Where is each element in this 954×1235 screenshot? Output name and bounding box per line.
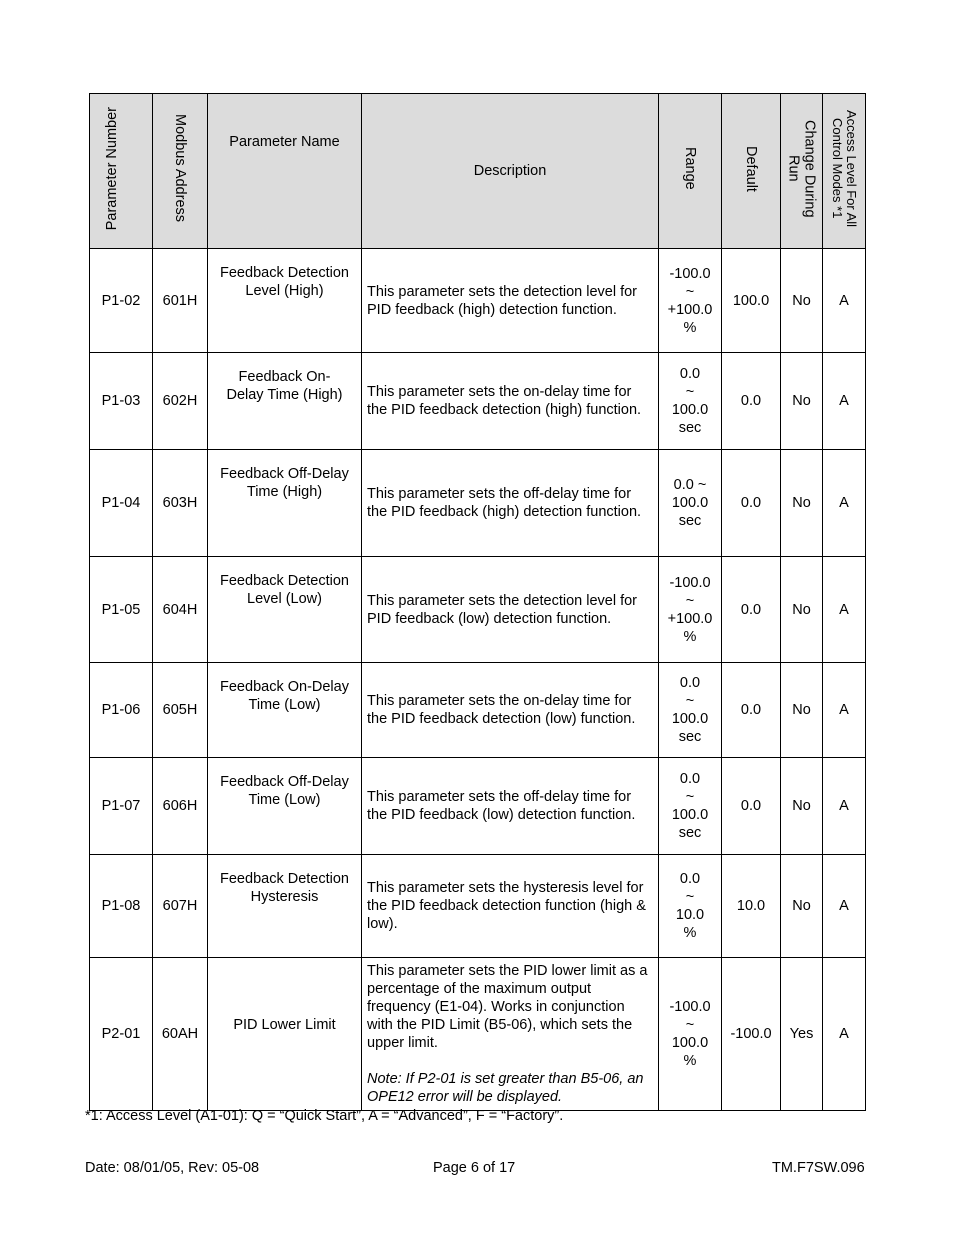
access-level-cell-text: A	[839, 798, 849, 814]
default-cell	[722, 958, 781, 1111]
modbus-address-cell-text: 605H	[162, 702, 198, 718]
parameter-number-cell-text: P1-03	[101, 393, 141, 409]
default-cell	[722, 557, 781, 663]
change-during-run-cell	[781, 450, 823, 557]
header-description: Description	[362, 94, 659, 249]
parameter-name-cell-text: Feedback Detection Level (High)	[220, 265, 349, 299]
access-level-cell	[823, 663, 866, 758]
parameter-number-cell	[90, 249, 153, 353]
parameter-number-cell-text: P1-06	[101, 702, 141, 718]
default-cell-text: 100.0	[732, 292, 770, 309]
modbus-address-cell-text: 606H	[162, 798, 198, 814]
change-during-run-cell-text: No	[792, 495, 811, 511]
modbus-address-cell	[153, 758, 208, 855]
access-level-cell-text: A	[839, 601, 849, 618]
range-cell	[659, 855, 722, 958]
parameter-number-cell-text: P1-07	[101, 798, 141, 814]
range-cell-text: 0.0 ~ 100.0 sec	[671, 366, 709, 436]
parameter-name-cell-text: Feedback Off-Delay Time (High)	[220, 466, 349, 500]
parameter-number-cell	[90, 450, 153, 557]
description-cell	[362, 353, 659, 450]
range-cell-text: -100.0 ~ 100.0 %	[669, 999, 711, 1069]
range-cell	[659, 958, 722, 1111]
description-cell	[362, 958, 659, 1111]
parameter-number-cell-text: P1-04	[101, 495, 141, 511]
access-level-cell	[823, 557, 866, 663]
default-cell	[722, 450, 781, 557]
modbus-address-cell	[153, 353, 208, 450]
header-default: Default	[722, 94, 781, 249]
change-during-run-cell-text: No	[792, 898, 811, 914]
parameter-name-cell-text: Feedback On-Delay Time (Low)	[220, 679, 349, 713]
range-cell-text: 0.0 ~ 100.0 sec	[671, 675, 709, 745]
header-range: Range	[659, 94, 722, 249]
default-cell-text: -100.0	[730, 1026, 772, 1042]
default-cell-text: 0.0	[740, 702, 762, 718]
parameter-name-cell-text: PID Lower Limit	[233, 1016, 336, 1033]
parameter-name-cell	[208, 450, 362, 557]
description-cell-text: This parameter sets the detection level for PID feedback (high) detection function.	[367, 283, 637, 318]
range-cell-text: 0.0 ~ 10.0 %	[675, 871, 705, 941]
change-during-run-cell-text: No	[792, 601, 811, 618]
access-level-cell	[823, 758, 866, 855]
change-during-run-cell	[781, 353, 823, 450]
default-cell	[722, 353, 781, 450]
parameter-name-cell	[208, 249, 362, 353]
access-level-cell-text: A	[839, 495, 849, 511]
description-note: Note: If P2-01 is set greater than B5-06, an OPE12 error will be displayed.	[367, 1071, 644, 1105]
parameter-name-cell	[208, 663, 362, 758]
table-row	[90, 958, 866, 1111]
default-cell-text: 0.0	[740, 601, 762, 618]
change-during-run-cell-text: No	[792, 393, 811, 409]
description-cell-text: This parameter sets the detection level for PID feedback (low) detection function.	[367, 592, 637, 627]
access-level-cell-text: A	[839, 898, 849, 914]
default-cell	[722, 663, 781, 758]
table-row	[90, 249, 866, 353]
table-row	[90, 855, 866, 958]
parameter-number-cell-text: P1-05	[101, 601, 141, 618]
table-row	[90, 557, 866, 663]
range-cell	[659, 353, 722, 450]
default-cell	[722, 758, 781, 855]
table-row	[90, 353, 866, 450]
description-cell	[362, 557, 659, 663]
range-cell-text: -100.0 ~ +100.0 %	[667, 265, 713, 336]
access-level-footnote: *1: Access Level (A1-01): Q = “Quick Start”, A = “Advanced”, F = “Factory”.	[85, 1108, 564, 1124]
parameter-name-cell	[208, 353, 362, 450]
parameter-name-cell	[208, 557, 362, 663]
default-cell-text: 10.0	[736, 898, 766, 914]
description-cell-text: This parameter sets the PID lower limit as a percentage of the maximum output frequency (E1-04). Works in conjunction with the PID Limit (B5-06), which sets the upper limit.	[367, 963, 648, 1051]
parameter-number-cell-text: P1-08	[101, 898, 141, 914]
description-cell	[362, 249, 659, 353]
header-parameter-name: Parameter Name	[208, 94, 362, 249]
range-cell-text: 0.0 ~ 100.0 sec	[671, 771, 709, 841]
access-level-cell-text: A	[839, 702, 849, 718]
table-header-row	[90, 94, 866, 249]
modbus-address-cell	[153, 663, 208, 758]
modbus-address-cell	[153, 450, 208, 557]
range-cell-text: 0.0 ~ 100.0 sec	[671, 477, 709, 529]
default-cell	[722, 249, 781, 353]
range-cell-text: -100.0 ~ +100.0 %	[667, 574, 713, 645]
header-parameter-number: Parameter Number	[90, 94, 153, 249]
change-during-run-cell-text: Yes	[789, 1026, 814, 1042]
change-during-run-cell-text: No	[792, 292, 811, 309]
default-cell-text: 0.0	[740, 393, 762, 409]
description-cell	[362, 855, 659, 958]
description-cell-text: This parameter sets the on-delay time for the PID feedback detection (low) function.	[367, 693, 636, 727]
change-during-run-cell	[781, 663, 823, 758]
range-cell	[659, 450, 722, 557]
change-during-run-cell	[781, 855, 823, 958]
modbus-address-cell	[153, 855, 208, 958]
change-during-run-cell-text: No	[792, 798, 811, 814]
access-level-cell	[823, 353, 866, 450]
parameter-number-cell-text: P1-02	[101, 292, 141, 309]
range-cell	[659, 758, 722, 855]
modbus-address-cell-text: 603H	[162, 495, 198, 511]
modbus-address-cell-text: 60AH	[161, 1026, 199, 1042]
parameter-number-cell	[90, 855, 153, 958]
description-cell-text: This parameter sets the off-delay time for the PID feedback (low) detection function.	[367, 789, 636, 823]
modbus-address-cell	[153, 958, 208, 1111]
footer-document-id: TM.F7SW.096	[772, 1160, 865, 1176]
description-cell-text: This parameter sets the off-delay time for the PID feedback (high) detection function.	[367, 486, 642, 520]
change-during-run-cell	[781, 249, 823, 353]
access-level-cell-text: A	[839, 393, 849, 409]
range-cell	[659, 249, 722, 353]
access-level-cell-text: A	[839, 292, 849, 309]
parameter-name-cell-text: Feedback Off-Delay Time (Low)	[220, 774, 349, 808]
modbus-address-cell	[153, 557, 208, 663]
parameter-name-cell-text: Feedback On- Delay Time (High)	[226, 369, 343, 403]
description-cell	[362, 663, 659, 758]
change-during-run-cell	[781, 758, 823, 855]
default-cell-text: 0.0	[740, 798, 762, 814]
parameter-name-cell	[208, 958, 362, 1111]
description-cell-text: This parameter sets the on-delay time for the PID feedback detection (high) function.	[367, 384, 642, 418]
description-cell	[362, 758, 659, 855]
parameter-number-cell	[90, 958, 153, 1111]
parameter-name-cell	[208, 855, 362, 958]
header-access-level: Access Level For All Control Modes *1	[823, 94, 866, 249]
access-level-cell	[823, 249, 866, 353]
change-during-run-cell	[781, 557, 823, 663]
modbus-address-cell-text: 601H	[162, 292, 198, 309]
range-cell	[659, 663, 722, 758]
default-cell-text: 0.0	[740, 495, 762, 511]
parameter-number-cell	[90, 663, 153, 758]
parameter-table	[89, 93, 866, 1111]
footer-date-revision: Date: 08/01/05, Rev: 05-08	[85, 1160, 260, 1176]
parameter-number-cell	[90, 557, 153, 663]
modbus-address-cell-text: 602H	[162, 393, 198, 409]
description-cell	[362, 450, 659, 557]
parameter-name-cell	[208, 758, 362, 855]
modbus-address-cell-text: 604H	[162, 601, 198, 618]
parameter-name-cell-text: Feedback Detection Hysteresis	[220, 871, 349, 905]
modbus-address-cell-text: 607H	[162, 898, 198, 914]
change-during-run-cell-text: No	[792, 702, 811, 718]
access-level-cell-text: A	[839, 1026, 849, 1042]
parameter-number-cell-text: P2-01	[101, 1026, 141, 1042]
footer-page-number: Page 6 of 17	[433, 1160, 516, 1176]
table-row	[90, 663, 866, 758]
range-cell	[659, 557, 722, 663]
change-during-run-cell	[781, 958, 823, 1111]
default-cell	[722, 855, 781, 958]
access-level-cell	[823, 450, 866, 557]
header-modbus-address: Modbus Address	[153, 94, 208, 249]
access-level-cell	[823, 958, 866, 1111]
parameter-name-cell-text: Feedback Detection Level (Low)	[220, 573, 349, 607]
parameter-number-cell	[90, 758, 153, 855]
header-change-during-run: Change During Run	[781, 94, 823, 249]
parameter-number-cell	[90, 353, 153, 450]
table-row	[90, 758, 866, 855]
modbus-address-cell	[153, 249, 208, 353]
table-row	[90, 450, 866, 557]
access-level-cell	[823, 855, 866, 958]
description-cell-text: This parameter sets the hysteresis level for the PID feedback detection function (high & low).	[367, 880, 646, 932]
